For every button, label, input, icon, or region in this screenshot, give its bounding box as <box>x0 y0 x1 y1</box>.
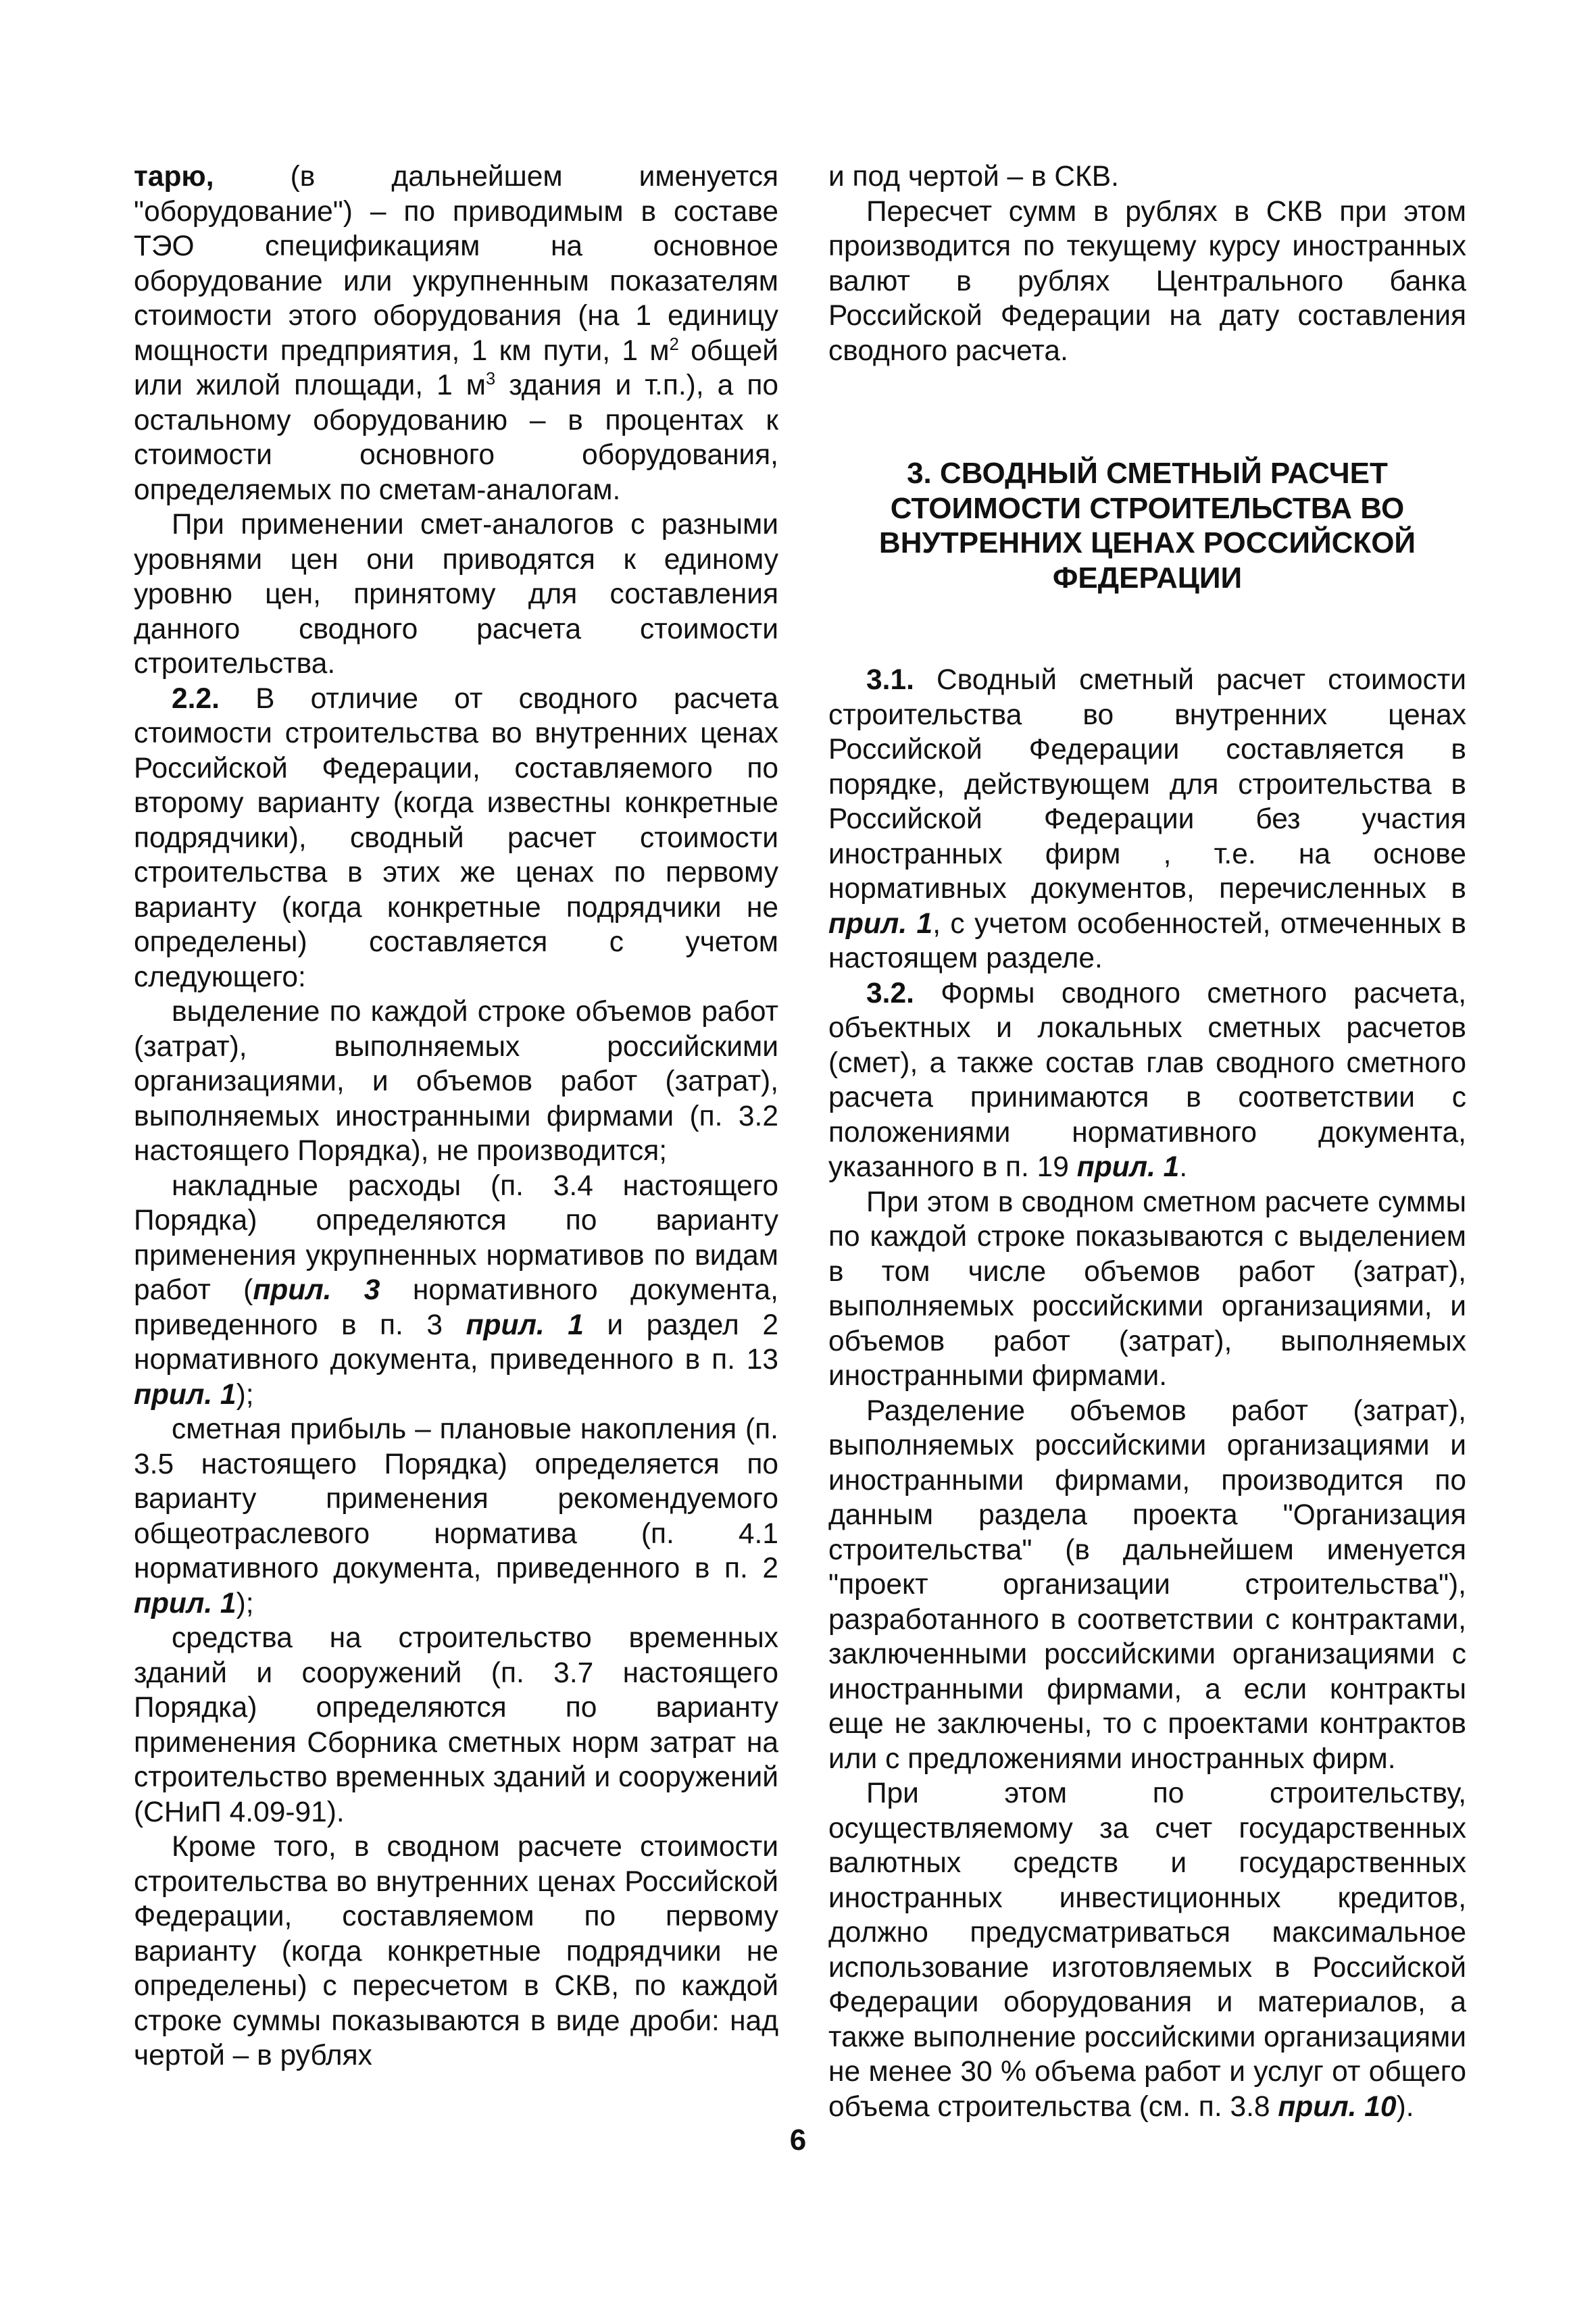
paragraph-text: здания и т.п.), а по остальному оборудованию – в процентах к стоимости основного оборудования, определяемых по сметам-аналогам. <box>134 370 778 506</box>
list-item <box>134 1412 778 1621</box>
paragraph: Разделение объемов работ (затрат), выполняемых российскими организациями и иностранными фирмами, производится по данным раздела проекта "Организация строительства" (в дальнейшем именуется "проект организации строительства"), разработанного в соответствии с контрактами, заключенными российскими организациями с иностранными фирмами, а если контракты еще не заключены, то с проектами контрактов или с предложениями иностранных фирм. <box>828 1394 1466 1775</box>
clause-number: 3.2. <box>866 977 914 1009</box>
paragraph-text: ). <box>1396 2090 1414 2123</box>
paragraph: и под чертой – в СКВ. <box>828 161 1119 193</box>
paragraph-text: , с учетом особенностей, отмеченных в настоящем разделе. <box>828 907 1466 974</box>
heading-line: ФЕДЕРАЦИИ <box>1052 561 1243 595</box>
list-item: средства на строительство временных зданий и сооружений (п. 3.7 настоящего Порядка) определяются по варианту применения Сборника сметных норм затрат на строительство временных зданий и сооружений (СНиП 4.09-91). <box>134 1622 778 1828</box>
paragraph <box>828 663 1466 976</box>
paragraph-text: нормативного документа, приведенного в п. 3 <box>134 1274 778 1341</box>
paragraph-text: (в дальнейшем именуется "оборудование") – по приводимым в составе ТЭО спецификациям на основное оборудование или укрупненным показателям стоимости этого оборудования (на 1 единицу мощности предприятия, 1 км пути, 1 м <box>134 161 778 367</box>
list-item: выделение по каждой строке объемов работ (затрат), выполняемых российскими организациями, и объемов работ (затрат), выполняемых иностранными фирмами (п. 3.2 настоящего Порядка), не производится; <box>134 996 778 1167</box>
paragraph-text: сметная прибыль – плановые накопления (п. 3.5 настоящего Порядка) определяется по варианту применения рекомендуемого общеотраслевого норматива (п. 4.1 нормативного документа, приведенного в п. 2 <box>134 1413 778 1584</box>
appendix-ref: прил. 10 <box>1278 2090 1397 2123</box>
paragraph-text: Сводный сметный расчет стоимости строительства во внутренних ценах Российской Федерации составляется в порядке, действующем для строительства в Российской Федерации без участия иностранных фирм , т.е. на основе нормативных документов, перечисленных в <box>828 664 1466 905</box>
paragraph-text: Формы сводного сметного расчета, объектных и локальных сметных расчетов (смет), а также состав глав сводного сметного расчета принимаются в соответствии с положениями нормативного документа, указанного в п. 19 <box>828 977 1466 1183</box>
paragraph: Кроме того, в сводном расчете стоимости строительства во внутренних ценах Российской Федерации, составляемом по первому варианту (когда конкретные подрядчики не определены) с пересчетом в СКВ, по каждой строке суммы показываются в виде дроби: над чертой – в рублях <box>134 1831 778 2071</box>
appendix-ref: прил. 1 <box>134 1378 236 1411</box>
paragraph-text: В отличие от сводного расчета стоимости строительства во внутренних ценах Российской Федерации, составляемого по второму варианту (когда известны конкретные подрядчики), сводный расчет стоимости строительства в этих же ценах по первому варианту (когда конкретные подрядчики не определены) составляется с учетом следующего: <box>134 682 778 993</box>
paragraph-text: ); <box>236 1587 254 1619</box>
page-number: 6 <box>789 2123 807 2157</box>
paragraph-text: и раздел 2 нормативного документа, приведенного в п. 13 <box>134 1309 778 1376</box>
left-column <box>134 159 778 2073</box>
heading-line: ВНУТРЕННИХ ЦЕНАХ РОССИЙСКОЙ <box>878 526 1416 559</box>
paragraph-text: При этом по строительству, осуществляемому за счет государственных валютных средств и государственных иностранных инвестиционных кредитов, должно предусматриваться максимальное использование изготовляемых в Российской Федерации оборудования и материалов, а также выполнение российскими организациями не менее 30 % объема работ и услуг от общего объема строительства (см. п. 3.8 <box>828 1778 1466 2123</box>
paragraph-text: ); <box>236 1378 254 1411</box>
paragraph <box>828 1776 1466 2124</box>
paragraph: При применении смет-аналогов с разными уровнями цен они приводятся к единому уровню цен, принятому для составления данного сводного расчета стоимости строительства. <box>134 509 778 680</box>
appendix-ref: прил. 3 <box>253 1274 380 1306</box>
paragraph-text: . <box>1179 1151 1188 1183</box>
superscript: 2 <box>669 334 679 354</box>
paragraph-text: накладные расходы (п. 3.4 настоящего Порядка) определяются по варианту применения укрупненных нормативов по видам работ ( <box>134 1169 778 1306</box>
list-item <box>134 1169 778 1413</box>
clause-number: 2.2. <box>172 682 220 715</box>
right-column <box>828 159 1466 2124</box>
section-heading <box>835 456 1460 595</box>
paragraph <box>828 976 1466 1185</box>
heading-line: СТОИМОСТИ СТРОИТЕЛЬСТВА ВО <box>890 491 1405 525</box>
appendix-ref: прил. 1 <box>466 1309 584 1341</box>
paragraph <box>134 159 778 507</box>
superscript: 3 <box>486 369 496 388</box>
clause-number: 3.1. <box>866 664 914 696</box>
paragraph: Пересчет сумм в рублях в СКВ при этом производится по текущему курсу иностранных валют в рублях Центрального банка Российской Федерации на дату составления сводного расчета. <box>828 195 1466 367</box>
paragraph <box>134 682 778 995</box>
paragraph: При этом в сводном сметном расчете суммы по каждой строке показываются с выделением в том числе объемов работ (затрат), выполняемых российскими организациями, и объемов работ (затрат), выполняемых иностранными фирмами. <box>828 1186 1466 1392</box>
paragraph-text: общей или жилой площади, 1 м <box>134 334 779 401</box>
appendix-ref: прил. 1 <box>1076 1151 1180 1183</box>
lead-word: тарю, <box>134 161 214 193</box>
heading-line: 3. СВОДНЫЙ СМЕТНЫЙ РАСЧЕТ <box>907 457 1388 490</box>
appendix-ref: прил. 1 <box>134 1587 236 1619</box>
appendix-ref: прил. 1 <box>828 907 933 940</box>
